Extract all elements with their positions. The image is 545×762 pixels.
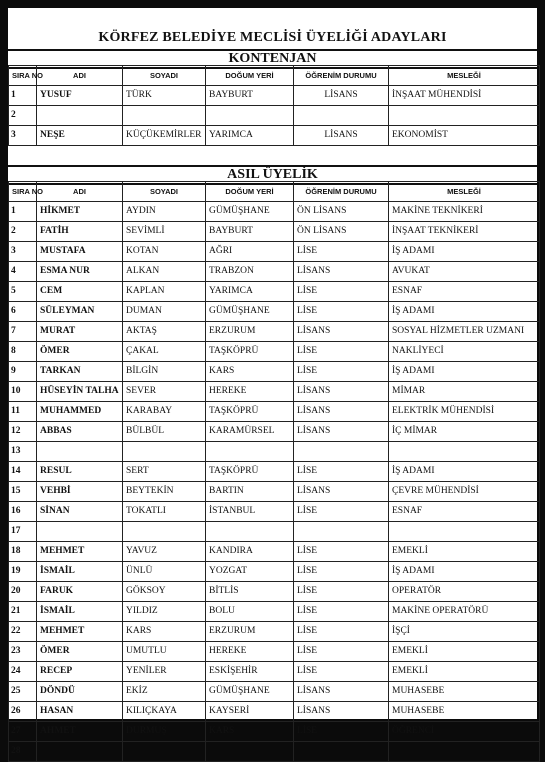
cell-adi: NEŞE	[37, 126, 123, 146]
cell-dogum-yeri: KARAMÜRSEL	[206, 422, 294, 442]
cell-no: 1	[9, 86, 37, 106]
cell-no: 25	[9, 682, 37, 702]
cell-meslek: İŞÇİ	[389, 622, 540, 642]
cell-ogrenim	[294, 442, 389, 462]
cell-adi: SİNAN	[37, 502, 123, 522]
cell-soyadi	[123, 522, 206, 542]
cell-dogum-yeri: YARIMCA	[206, 282, 294, 302]
cell-meslek	[389, 742, 540, 762]
page-title: KÖRFEZ BELEDİYE MECLİSİ ÜYELİĞİ ADAYLARI	[98, 30, 447, 45]
cell-no: 18	[9, 542, 37, 562]
cell-no: 22	[9, 622, 37, 642]
table-row	[9, 402, 540, 422]
cell-dogum-yeri: TAŞKÖPRÜ	[206, 462, 294, 482]
table-row	[9, 522, 540, 542]
kontenjan-section-title: KONTENJAN	[8, 49, 537, 69]
cell-meslek: EMEKLİ	[389, 662, 540, 682]
cell-adi: TARKAN	[37, 362, 123, 382]
cell-soyadi: BÜLBÜL	[123, 422, 206, 442]
table-row	[9, 642, 540, 662]
cell-no: 4	[9, 262, 37, 282]
cell-no: 5	[9, 282, 37, 302]
cell-no: 9	[9, 362, 37, 382]
cell-dogum-yeri: YOZGAT	[206, 562, 294, 582]
cell-meslek: MİMAR	[389, 382, 540, 402]
cell-adi: RECEP	[37, 662, 123, 682]
cell-adi: HÜSEYİN TALHA	[37, 382, 123, 402]
cell-ogrenim: LİSE	[294, 362, 389, 382]
cell-no: 16	[9, 502, 37, 522]
cell-adi: AHMET	[37, 722, 123, 742]
cell-dogum-yeri: YARIMCA	[206, 126, 294, 146]
cell-ogrenim: LİSE	[294, 242, 389, 262]
cell-soyadi: ALKAN	[123, 262, 206, 282]
cell-soyadi: AKTAŞ	[123, 322, 206, 342]
cell-adi: ESMA NUR	[37, 262, 123, 282]
table-row	[9, 622, 540, 642]
cell-no: 20	[9, 582, 37, 602]
cell-soyadi	[123, 442, 206, 462]
cell-adi	[37, 742, 123, 762]
cell-ogrenim: ÖN LİSANS	[294, 202, 389, 222]
cell-dogum-yeri: GÜMÜŞHANE	[206, 302, 294, 322]
cell-meslek: İŞ ADAMI	[389, 362, 540, 382]
table-row	[9, 722, 540, 742]
cell-dogum-yeri: BOLU	[206, 602, 294, 622]
cell-ogrenim: LİSANS	[294, 322, 389, 342]
cell-dogum-yeri: KARS	[206, 722, 294, 742]
cell-no: 7	[9, 322, 37, 342]
cell-adi: MURAT	[37, 322, 123, 342]
column-header: MESLEĞİ	[389, 66, 540, 86]
cell-adi: MEHMET	[37, 542, 123, 562]
cell-meslek: İŞ ADAMI	[389, 242, 540, 262]
table-row	[9, 126, 540, 146]
cell-dogum-yeri: ERZURUM	[206, 322, 294, 342]
cell-soyadi: SERT	[123, 462, 206, 482]
cell-soyadi: KAPLAN	[123, 282, 206, 302]
cell-soyadi: BİLGİN	[123, 362, 206, 382]
cell-ogrenim: LİSE	[294, 282, 389, 302]
cell-soyadi: KILIÇKAYA	[123, 702, 206, 722]
cell-meslek: OPERATÖR	[389, 582, 540, 602]
cell-dogum-yeri: TAŞKÖPRÜ	[206, 342, 294, 362]
cell-no: 14	[9, 462, 37, 482]
cell-soyadi: SEVİMLİ	[123, 222, 206, 242]
table-row	[9, 242, 540, 262]
cell-meslek	[389, 106, 540, 126]
cell-no: 19	[9, 562, 37, 582]
cell-no: 3	[9, 126, 37, 146]
table-row	[9, 322, 540, 342]
table-header-row	[9, 66, 540, 86]
cell-ogrenim: ÖN LİSANS	[294, 222, 389, 242]
cell-ogrenim	[294, 522, 389, 542]
cell-dogum-yeri: TRABZON	[206, 262, 294, 282]
table-row	[9, 362, 540, 382]
cell-no: 6	[9, 302, 37, 322]
cell-meslek: ELEKTRİK MÜHENDİSİ	[389, 402, 540, 422]
column-header: SOYADI	[123, 182, 206, 202]
cell-no: 27	[9, 722, 37, 742]
cell-no: 11	[9, 402, 37, 422]
cell-no: 1	[9, 202, 37, 222]
cell-dogum-yeri: ESKİŞEHİR	[206, 662, 294, 682]
cell-soyadi: DURMUŞ	[123, 722, 206, 742]
table-row	[9, 302, 540, 322]
cell-no: 21	[9, 602, 37, 622]
cell-soyadi: UMUTLU	[123, 642, 206, 662]
cell-soyadi: TOKATLI	[123, 502, 206, 522]
kontenjan-table	[8, 65, 540, 146]
cell-meslek: İNŞAAT MÜHENDİSİ	[389, 86, 540, 106]
column-header: SOYADI	[123, 66, 206, 86]
cell-no: 23	[9, 642, 37, 662]
cell-adi: CEM	[37, 282, 123, 302]
table-row	[9, 462, 540, 482]
cell-adi: VEHBİ	[37, 482, 123, 502]
cell-soyadi: YENİLER	[123, 662, 206, 682]
cell-ogrenim: LİSE	[294, 462, 389, 482]
cell-soyadi: ÇAKAL	[123, 342, 206, 362]
cell-adi: ÖMER	[37, 342, 123, 362]
cell-ogrenim: LİSANS	[294, 86, 389, 106]
table-row	[9, 502, 540, 522]
cell-dogum-yeri	[206, 106, 294, 126]
cell-no: 2	[9, 222, 37, 242]
cell-ogrenim: LİSANS	[294, 702, 389, 722]
cell-adi: DÖNDÜ	[37, 682, 123, 702]
table-row	[9, 542, 540, 562]
table-row	[9, 482, 540, 502]
cell-ogrenim: LİSE	[294, 722, 389, 742]
cell-no: 17	[9, 522, 37, 542]
cell-meslek: EMEKLİ	[389, 542, 540, 562]
cell-adi: FARUK	[37, 582, 123, 602]
cell-meslek: SOSYAL HİZMETLER UZMANI	[389, 322, 540, 342]
table-row	[9, 582, 540, 602]
column-header: DOĞUM YERİ	[206, 66, 294, 86]
cell-soyadi	[123, 106, 206, 126]
cell-adi: MUSTAFA	[37, 242, 123, 262]
cell-meslek: İNŞAAT TEKNİKERİ	[389, 222, 540, 242]
cell-meslek: İŞ ADAMI	[389, 562, 540, 582]
cell-dogum-yeri: KARS	[206, 362, 294, 382]
cell-meslek: AVUKAT	[389, 262, 540, 282]
column-header: ÖĞRENİM DURUMU	[294, 66, 389, 86]
table-row	[9, 422, 540, 442]
cell-no: 26	[9, 702, 37, 722]
cell-dogum-yeri: KAYSERİ	[206, 702, 294, 722]
cell-ogrenim	[294, 742, 389, 762]
cell-soyadi: ÜNLÜ	[123, 562, 206, 582]
column-header: DOĞUM YERİ	[206, 182, 294, 202]
cell-soyadi: KOTAN	[123, 242, 206, 262]
cell-adi	[37, 106, 123, 126]
cell-adi: İSMAİL	[37, 602, 123, 622]
cell-ogrenim: LİSE	[294, 502, 389, 522]
cell-adi: HASAN	[37, 702, 123, 722]
table-row	[9, 282, 540, 302]
table-row	[9, 382, 540, 402]
cell-dogum-yeri: BAYBURT	[206, 86, 294, 106]
cell-adi	[37, 442, 123, 462]
cell-ogrenim: LİSANS	[294, 482, 389, 502]
cell-soyadi: YAVUZ	[123, 542, 206, 562]
table-row	[9, 202, 540, 222]
table-row	[9, 682, 540, 702]
cell-adi: MEHMET	[37, 622, 123, 642]
cell-ogrenim: LİSANS	[294, 422, 389, 442]
table-header-row	[9, 182, 540, 202]
cell-meslek: EKONOMİST	[389, 126, 540, 146]
cell-ogrenim: LİSE	[294, 302, 389, 322]
table-row	[9, 662, 540, 682]
cell-meslek: İÇ MİMAR	[389, 422, 540, 442]
cell-ogrenim: LİSE	[294, 602, 389, 622]
column-header: ÖĞRENİM DURUMU	[294, 182, 389, 202]
cell-adi: ABBAS	[37, 422, 123, 442]
cell-adi: ÖMER	[37, 642, 123, 662]
cell-ogrenim: LİSANS	[294, 382, 389, 402]
cell-meslek	[389, 442, 540, 462]
table-row	[9, 562, 540, 582]
table-row	[9, 106, 540, 126]
cell-dogum-yeri: GÜMÜŞHANE	[206, 682, 294, 702]
cell-dogum-yeri: İSTANBUL	[206, 502, 294, 522]
cell-no: 3	[9, 242, 37, 262]
asil-table	[8, 181, 540, 762]
cell-no: 10	[9, 382, 37, 402]
cell-meslek: NAKLİYECİ	[389, 342, 540, 362]
cell-dogum-yeri: ERZURUM	[206, 622, 294, 642]
cell-ogrenim: LİSE	[294, 622, 389, 642]
cell-soyadi: DUMAN	[123, 302, 206, 322]
table-row	[9, 342, 540, 362]
cell-meslek: ÇEVRE MÜHENDİSİ	[389, 482, 540, 502]
cell-soyadi: GÖKSOY	[123, 582, 206, 602]
cell-soyadi: AYDIN	[123, 202, 206, 222]
cell-dogum-yeri	[206, 522, 294, 542]
cell-meslek: ÖĞRENCİ	[389, 722, 540, 742]
cell-meslek: ESNAF	[389, 282, 540, 302]
cell-ogrenim: LİSANS	[294, 126, 389, 146]
cell-adi: SÜLEYMAN	[37, 302, 123, 322]
cell-ogrenim: LİSE	[294, 582, 389, 602]
cell-meslek: MUHASEBE	[389, 702, 540, 722]
cell-adi: MUHAMMED	[37, 402, 123, 422]
cell-dogum-yeri: BARTIN	[206, 482, 294, 502]
cell-dogum-yeri	[206, 442, 294, 462]
cell-dogum-yeri: HEREKE	[206, 642, 294, 662]
cell-meslek: MAKİNE TEKNİKERİ	[389, 202, 540, 222]
table-row	[9, 602, 540, 622]
scan-border-left	[0, 0, 8, 719]
cell-soyadi: KÜÇÜKEMİRLER	[123, 126, 206, 146]
cell-dogum-yeri: BAYBURT	[206, 222, 294, 242]
cell-ogrenim: LİSANS	[294, 402, 389, 422]
cell-no: 24	[9, 662, 37, 682]
cell-dogum-yeri: BİTLİS	[206, 582, 294, 602]
table-row	[9, 702, 540, 722]
cell-adi: RESUL	[37, 462, 123, 482]
cell-meslek: İŞ ADAMI	[389, 462, 540, 482]
column-header: SIRA NO	[9, 66, 37, 86]
cell-no: 12	[9, 422, 37, 442]
cell-ogrenim: LİSANS	[294, 262, 389, 282]
cell-no: 13	[9, 442, 37, 462]
cell-ogrenim: LİSE	[294, 342, 389, 362]
cell-soyadi: YILDIZ	[123, 602, 206, 622]
cell-dogum-yeri: KANDIRA	[206, 542, 294, 562]
cell-meslek	[389, 522, 540, 542]
cell-dogum-yeri: HEREKE	[206, 382, 294, 402]
cell-soyadi: EKİZ	[123, 682, 206, 702]
cell-soyadi: TÜRK	[123, 86, 206, 106]
cell-no: 15	[9, 482, 37, 502]
cell-adi: FATİH	[37, 222, 123, 242]
cell-adi	[37, 522, 123, 542]
cell-meslek: İŞ ADAMI	[389, 302, 540, 322]
cell-no: 28	[9, 742, 37, 762]
cell-meslek: MAKİNE OPERATÖRÜ	[389, 602, 540, 622]
cell-adi: YUSUF	[37, 86, 123, 106]
cell-no: 2	[9, 106, 37, 126]
cell-dogum-yeri: GÜMÜŞHANE	[206, 202, 294, 222]
table-row	[9, 222, 540, 242]
cell-soyadi	[123, 742, 206, 762]
cell-meslek: MUHASEBE	[389, 682, 540, 702]
cell-dogum-yeri: TAŞKÖPRÜ	[206, 402, 294, 422]
cell-meslek: ESNAF	[389, 502, 540, 522]
cell-ogrenim: LİSE	[294, 642, 389, 662]
column-header: SIRA NO	[9, 182, 37, 202]
column-header: ADI	[37, 66, 123, 86]
cell-soyadi: BEYTEKİN	[123, 482, 206, 502]
cell-ogrenim	[294, 106, 389, 126]
cell-adi: İSMAİL	[37, 562, 123, 582]
cell-dogum-yeri	[206, 742, 294, 762]
table-row	[9, 86, 540, 106]
cell-ogrenim: LİSE	[294, 562, 389, 582]
column-header: MESLEĞİ	[389, 182, 540, 202]
cell-adi: HİKMET	[37, 202, 123, 222]
cell-no: 8	[9, 342, 37, 362]
cell-dogum-yeri: AĞRI	[206, 242, 294, 262]
cell-meslek: EMEKLİ	[389, 642, 540, 662]
asil-section-title: ASIL ÜYELİK	[8, 165, 537, 185]
cell-soyadi: KARS	[123, 622, 206, 642]
document-sheet	[8, 8, 537, 756]
cell-ogrenim: LİSANS	[294, 682, 389, 702]
table-row	[9, 742, 540, 762]
cell-ogrenim: LİSE	[294, 662, 389, 682]
column-header: ADI	[37, 182, 123, 202]
table-row	[9, 262, 540, 282]
cell-soyadi: SEVER	[123, 382, 206, 402]
table-row	[9, 442, 540, 462]
cell-ogrenim: LİSE	[294, 542, 389, 562]
cell-soyadi: KARABAY	[123, 402, 206, 422]
